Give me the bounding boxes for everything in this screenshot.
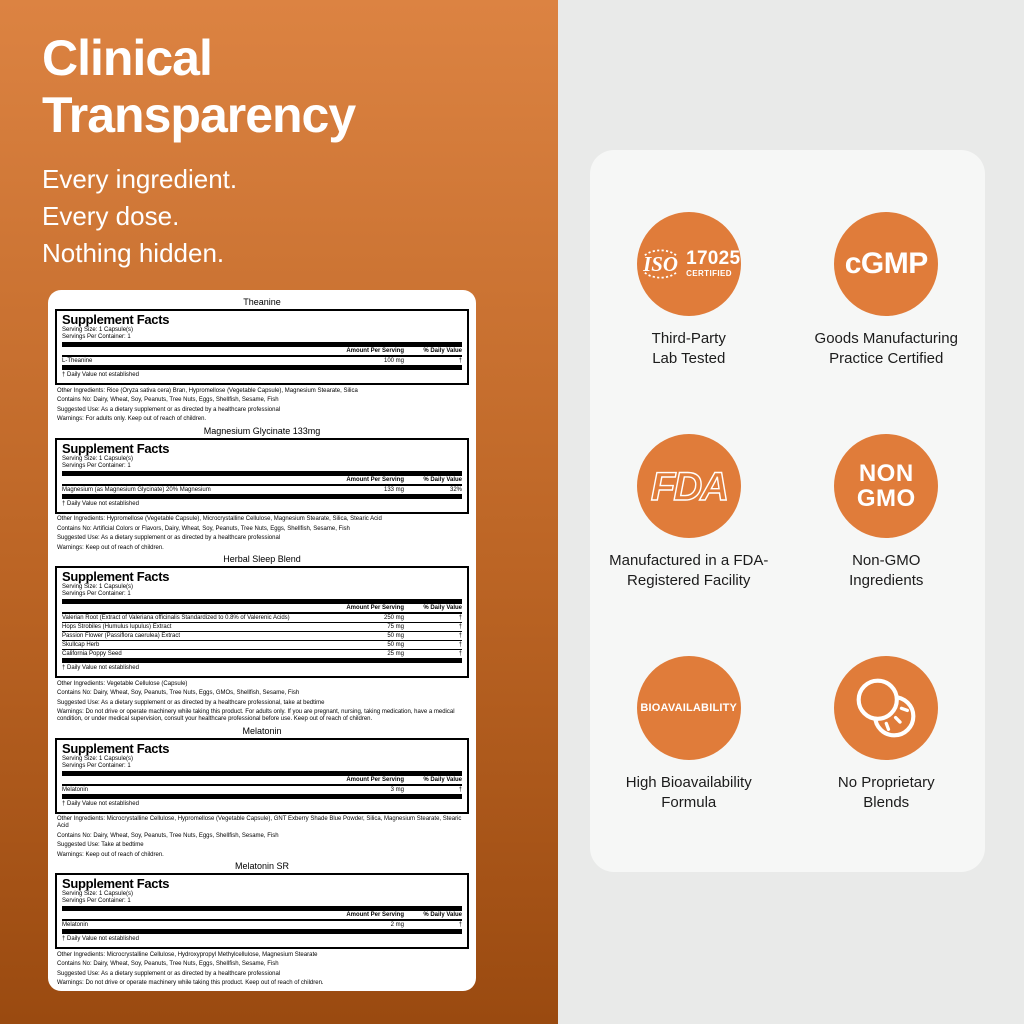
- serving-size: Serving Size: 1 Capsule(s): [62, 455, 134, 462]
- ingredient-name: Skullcap Herb: [62, 642, 100, 648]
- badge-caption: [838, 773, 935, 813]
- supplement-facts-heading: Supplement Facts: [62, 876, 170, 891]
- caption-line: Blends: [863, 794, 910, 811]
- iso-globe-icon: [637, 244, 684, 284]
- badge-caption: [652, 329, 726, 369]
- label-notes: [55, 516, 469, 552]
- ingredient-name: California Poppy Seed: [62, 651, 122, 657]
- ingredient-name: Melatonin: [62, 922, 89, 928]
- ingredient-row: [62, 486, 462, 494]
- caption-line: Manufactured in a FDA-: [609, 552, 769, 569]
- amount-per-serving-header: Amount Per Serving: [346, 348, 404, 354]
- iso-certified-text: CERTIFIED: [686, 269, 732, 278]
- label-note-line: Suggested Use: As a dietary supplement or as directed by a healthcare professional, take at bedtime: [57, 699, 325, 706]
- divider-bar-thick: [62, 365, 462, 370]
- ingredient-daily-value: †: [458, 633, 462, 639]
- ingredient-name: Valerian Root (Extract of Valeriana officinalis Standardized to 0.8% of Valerenic Acids): [62, 615, 290, 621]
- label-notes: [55, 952, 469, 988]
- ingredient-rows: [62, 786, 462, 794]
- ingredient-name: L-Theanine: [62, 358, 93, 364]
- page-title-line1: Clinical: [42, 30, 212, 86]
- iso-word: ISO: [643, 251, 678, 276]
- label-notes: [55, 681, 469, 724]
- supplement-facts-box: [55, 438, 469, 514]
- non-gmo-badge: [834, 434, 938, 538]
- supplement-facts-heading: Supplement Facts: [62, 440, 170, 456]
- ingredient-row: [62, 622, 462, 631]
- daily-value-footnote: † Daily Value not established: [62, 665, 139, 671]
- facts-column-headers: [62, 776, 462, 784]
- amount-per-serving-header: Amount Per Serving: [346, 776, 404, 783]
- daily-value-header: % Daily Value: [423, 776, 462, 783]
- cgmp-badge: [834, 212, 938, 316]
- badge-grid: [590, 150, 985, 813]
- supplement-label-section: [55, 552, 469, 723]
- badges-panel: [558, 0, 1024, 1024]
- badge-non-gmo: [788, 434, 985, 591]
- label-notes: [55, 816, 469, 859]
- page-title: [42, 30, 355, 144]
- facts-column-headers: [62, 604, 462, 612]
- ingredient-daily-value: †: [458, 615, 462, 621]
- caption-line: Lab Tested: [652, 350, 726, 367]
- daily-value-header: % Daily Value: [423, 348, 462, 354]
- caption-line: No Proprietary: [837, 774, 935, 791]
- label-note-line: Other Ingredients: Microcrystalline Cellulose, Hypromellose (Vegetable Capsule), GNT Exberry Shade Blue Powder, Silica, Magnesium Stearate, Stearic Acid: [57, 816, 462, 829]
- daily-value-footnote: † Daily Value not established: [62, 936, 139, 942]
- badge-fda: [590, 434, 787, 591]
- ingredient-row: [62, 640, 462, 649]
- supplement-label-title: Melatonin: [242, 725, 282, 736]
- ingredient-row: [62, 614, 462, 622]
- label-note-line: Warnings: For adults only. Keep out of reach of children.: [57, 416, 207, 422]
- non-gmo-line2: GMO: [856, 485, 916, 512]
- ingredient-name: Magnesium (as Magnesium Glycinate) 20% Magnesium: [62, 486, 211, 493]
- fda-badge: [637, 434, 741, 538]
- ingredient-rows: [62, 357, 462, 365]
- iso-17025-badge: [637, 212, 741, 316]
- servings-per-container: Servings Per Container: 1: [62, 462, 131, 469]
- subtitle-line: Nothing hidden.: [42, 238, 225, 268]
- ingredient-rows: [62, 921, 462, 929]
- label-note-line: Other Ingredients: Hypromellose (Vegetable Capsule), Microcrystalline Cellulose, Magnesium Stearate, Silica, Stearic Acid: [57, 516, 382, 522]
- badge-cgmp: [788, 212, 985, 369]
- ingredient-name: Hops Strobiles (Humulus lupulus) Extract: [62, 624, 172, 630]
- subtitle-line: Every dose.: [42, 201, 180, 231]
- badge-iso-17025: [590, 212, 787, 369]
- supplement-label-title: Melatonin SR: [234, 861, 290, 871]
- divider-bar-thick: [62, 494, 462, 499]
- hero-text-block: [42, 30, 355, 272]
- bioavailability-text: BIOAVAILABILITY: [640, 702, 738, 714]
- label-note-line: Warnings: Do not drive or operate machinery while taking this product. For adults only. If you are pregnant, nursing, taking medication, have a medical condition, or under medical supervision, consult your healthcare professional before use. Keep out of reach of children.: [57, 709, 455, 722]
- daily-value-header: % Daily Value: [423, 476, 462, 483]
- label-note-line: Contains No: Dairy, Wheat, Soy, Peanuts, Tree Nuts, Eggs, Shellfish, Sesame, Fish: [57, 832, 279, 839]
- badge-no-proprietary-blends: [788, 656, 985, 813]
- divider-bar-thick: [62, 658, 462, 663]
- label-note-line: Suggested Use: As a dietary supplement or as directed by a healthcare professional: [57, 406, 281, 413]
- caption-line: Third-Party: [651, 330, 726, 347]
- supplement-facts-box: [55, 738, 469, 814]
- serving-size: Serving Size: 1 Capsule(s): [62, 755, 134, 762]
- amount-per-serving-header: Amount Per Serving: [346, 912, 404, 918]
- ingredient-daily-value: †: [458, 642, 462, 648]
- page-title-line2: Transparency: [42, 87, 356, 143]
- caption-line: High Bioavailability: [625, 774, 752, 791]
- subtitle-line: Every ingredient.: [42, 164, 238, 194]
- label-note-line: Warnings: Keep out of reach of children.: [57, 851, 164, 858]
- supplement-facts-sheet: [48, 290, 476, 991]
- label-note-line: Other Ingredients: Microcrystalline Cellulose, Hydroxypropyl Methylcellulose, Magnesium Stearate: [57, 951, 318, 958]
- badge-caption: [815, 329, 958, 369]
- supplement-facts-box: [55, 566, 469, 678]
- supplement-facts-heading: Supplement Facts: [62, 740, 170, 756]
- iso-logo: [637, 244, 740, 284]
- supplement-facts-heading: Supplement Facts: [62, 312, 170, 327]
- label-note-line: Contains No: Artificial Colors or Flavors, Dairy, Wheat, Soy, Peanuts, Tree Nuts, Eggs, Shellfish, Sesame, Fish: [57, 525, 350, 532]
- ingredient-daily-value: †: [458, 651, 462, 657]
- ingredient-row: [62, 631, 462, 640]
- supplement-label-title: Magnesium Glycinate 133mg: [203, 425, 321, 436]
- ingredient-rows: [62, 614, 462, 658]
- ingredient-name: Passion Flower (Passiflora caerulea) Extract: [62, 633, 181, 639]
- supplement-label-title: Theanine: [243, 297, 281, 307]
- daily-value-header: % Daily Value: [423, 605, 462, 611]
- supplement-facts-box: [55, 873, 469, 949]
- supplement-facts-box: [55, 309, 469, 385]
- fda-text: FDA: [650, 465, 727, 509]
- no-proprietary-blends-badge: [834, 656, 938, 760]
- label-note-line: Suggested Use: Take at bedtime: [57, 842, 144, 848]
- facts-column-headers: [62, 347, 462, 355]
- overlapping-pills-icon: [853, 675, 919, 741]
- label-note-line: Other Ingredients: Rice (Oryza sativa cera) Bran, Hypromellose (Vegetable Capsule), Magnesium Stearate, Silica: [57, 387, 358, 394]
- ingredient-amount: 133 mg: [383, 486, 404, 493]
- non-gmo-line1: NON: [858, 460, 914, 487]
- divider-bar-thick: [62, 794, 462, 799]
- ingredient-amount: 250 mg: [383, 615, 404, 621]
- ingredient-amount: 3 mg: [390, 786, 404, 793]
- amount-per-serving-header: Amount Per Serving: [346, 605, 404, 611]
- caption-line: Non-GMO: [852, 552, 921, 569]
- facts-column-headers: [62, 911, 462, 919]
- iso-number: 17025: [686, 248, 741, 269]
- ingredient-amount: 100 mg: [383, 358, 404, 364]
- serving-size: Serving Size: 1 Capsule(s): [62, 891, 134, 897]
- caption-line: Practice Certified: [829, 350, 944, 367]
- daily-value-footnote: † Daily Value not established: [62, 500, 139, 507]
- ingredient-amount: 25 mg: [387, 651, 404, 657]
- bioavailability-badge: [637, 656, 741, 760]
- ingredient-row: [62, 649, 462, 658]
- ingredient-daily-value: †: [458, 358, 462, 364]
- ingredient-amount: 75 mg: [387, 624, 404, 630]
- ingredient-amount: 50 mg: [387, 633, 404, 639]
- ingredient-rows: [62, 486, 462, 494]
- ingredient-amount: 2 mg: [390, 922, 404, 928]
- supplement-label-section: [55, 424, 469, 552]
- label-note-line: Contains No: Dairy, Wheat, Soy, Peanuts, Tree Nuts, Eggs, Shellfish, Sesame, Fish: [57, 961, 279, 967]
- badge-bioavailability: [590, 656, 787, 813]
- badge-caption: [626, 773, 752, 813]
- supplement-label-section: [55, 724, 469, 859]
- caption-line: Ingredients: [849, 572, 924, 589]
- label-note-line: Suggested Use: As a dietary supplement or as directed by a healthcare professional: [57, 535, 281, 541]
- ingredient-row: [62, 921, 462, 929]
- certification-card: [590, 150, 985, 872]
- daily-value-footnote: † Daily Value not established: [62, 800, 139, 807]
- servings-per-container: Servings Per Container: 1: [62, 898, 131, 904]
- ingredient-daily-value: †: [458, 786, 462, 793]
- ingredient-row: [62, 357, 462, 365]
- badge-caption: [609, 551, 768, 591]
- ingredient-row: [62, 786, 462, 794]
- servings-per-container: Servings Per Container: 1: [62, 591, 131, 597]
- daily-value-header: % Daily Value: [423, 912, 462, 918]
- label-notes: [55, 388, 469, 424]
- ingredient-daily-value: 32%: [449, 486, 462, 493]
- servings-per-container: Servings Per Container: 1: [62, 762, 131, 769]
- iso-number-block: [686, 249, 740, 279]
- serving-size: Serving Size: 1 Capsule(s): [62, 584, 134, 590]
- supplement-label-title: Herbal Sleep Blend: [223, 554, 301, 564]
- badge-caption: [849, 551, 923, 591]
- supplement-label-section: [55, 295, 469, 423]
- ingredient-daily-value: †: [458, 922, 462, 928]
- page-subtitle: [42, 161, 355, 272]
- supplement-facts-heading: Supplement Facts: [62, 569, 170, 584]
- ingredient-name: Melatonin: [62, 786, 89, 793]
- label-note-line: Warnings: Do not drive or operate machinery while taking this product. Keep out of reach of children.: [57, 980, 324, 986]
- ingredient-daily-value: †: [458, 624, 462, 630]
- supplement-label-section: [55, 859, 469, 987]
- caption-line: Formula: [661, 794, 717, 811]
- label-note-line: Contains No: Dairy, Wheat, Soy, Peanuts, Tree Nuts, Eggs, Shellfish, Sesame, Fish: [57, 397, 279, 403]
- cgmp-text: cGMP: [844, 247, 928, 280]
- label-note-line: Warnings: Keep out of reach of children.: [57, 544, 164, 551]
- caption-line: Goods Manufacturing: [814, 330, 958, 347]
- ingredient-amount: 50 mg: [387, 642, 404, 648]
- label-note-line: Contains No: Dairy, Wheat, Soy, Peanuts, Tree Nuts, Eggs, GMOs, Shellfish, Sesame, Fish: [57, 690, 300, 696]
- amount-per-serving-header: Amount Per Serving: [346, 476, 404, 483]
- servings-per-container: Servings Per Container: 1: [62, 334, 131, 340]
- divider-bar-thick: [62, 929, 462, 934]
- serving-size: Serving Size: 1 Capsule(s): [62, 327, 134, 333]
- non-gmo-text: [857, 461, 916, 511]
- label-note-line: Other Ingredients: Vegetable Cellulose (Capsule): [57, 680, 188, 687]
- label-note-line: Suggested Use: As a dietary supplement or as directed by a healthcare professional: [57, 970, 281, 977]
- fda-logo-icon: [646, 462, 732, 510]
- caption-line: Registered Facility: [627, 572, 751, 589]
- daily-value-footnote: † Daily Value not established: [62, 372, 139, 378]
- facts-column-headers: [62, 476, 462, 484]
